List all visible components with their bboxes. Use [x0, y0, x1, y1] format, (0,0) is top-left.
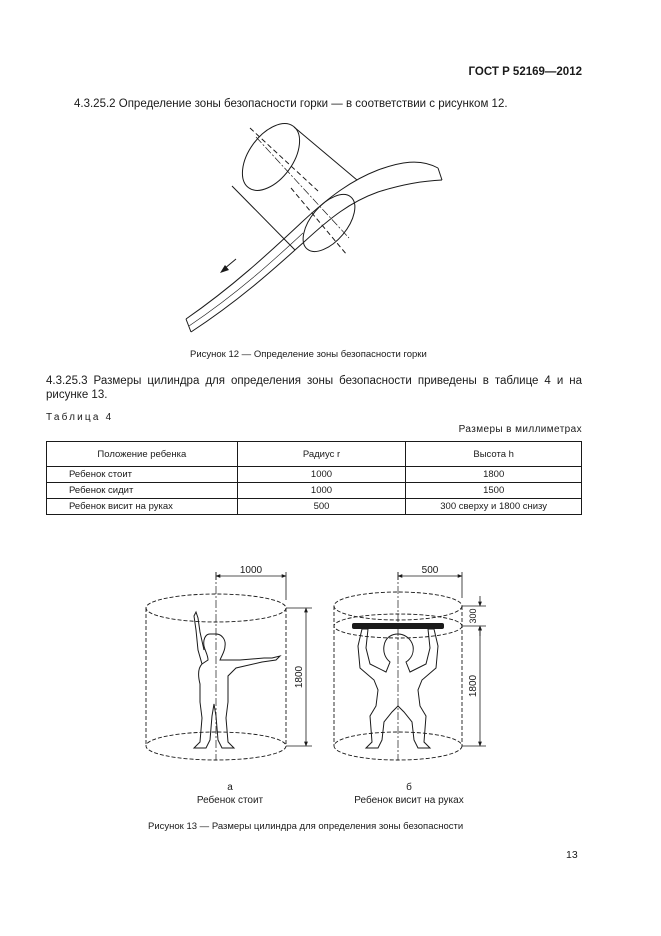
- section-4-3-25-2-text: 4.3.25.2 Определение зоны безопасности горки — в соответствии с рисунком 12.: [74, 98, 508, 110]
- cylinder-a: [146, 572, 286, 760]
- height-a-label: 1800: [294, 665, 305, 689]
- height-b-label: 1800: [468, 674, 479, 698]
- header-position: Положение ребенка: [47, 442, 238, 467]
- figure-13-b-letter: б: [406, 782, 412, 793]
- hanging-bar: [352, 623, 444, 629]
- standing-child-figure: [194, 612, 280, 748]
- cylinder-b: [334, 572, 462, 760]
- radius-b-label: 500: [421, 565, 439, 576]
- cell-radius: 1000: [237, 483, 406, 499]
- cell-radius: 1000: [237, 467, 406, 483]
- document-standard-header: ГОСТ Р 52169—2012: [468, 66, 582, 78]
- cell-height: 1800: [406, 467, 582, 483]
- section-4-3-25-3-text: 4.3.25.3 Размеры цилиндра для определения зоны безопасности приведены в таблице 4 и на рисунке 13.: [46, 375, 582, 401]
- figure-12-caption: Рисунок 12 — Определение зоны безопасности горки: [190, 349, 427, 360]
- cell-position: Ребенок висит на руках: [47, 499, 238, 515]
- header-radius: Радиус r: [237, 442, 406, 467]
- cell-position: Ребенок стоит: [47, 467, 238, 483]
- cell-radius: 500: [237, 499, 406, 515]
- figure-13-b-title: Ребенок висит на руках: [354, 795, 464, 806]
- cell-position: Ребенок сидит: [47, 483, 238, 499]
- cell-height: 300 сверху и 1800 снизу: [406, 499, 582, 515]
- page-number: 13: [566, 849, 578, 861]
- figure-13-a-letter: а: [227, 782, 233, 793]
- table-4-units: Размеры в миллиметрах: [458, 424, 582, 435]
- figure-13-a-title: Ребенок стоит: [196, 795, 264, 806]
- cell-height: 1500: [406, 483, 582, 499]
- radius-a-label: 1000: [239, 565, 263, 576]
- figure-13-caption: Рисунок 13 — Размеры цилиндра для определения зоны безопасности: [148, 821, 464, 832]
- table-4-label: Таблица 4: [46, 412, 114, 423]
- top-b-label: 300: [468, 608, 478, 624]
- header-height: Высота h: [406, 442, 582, 467]
